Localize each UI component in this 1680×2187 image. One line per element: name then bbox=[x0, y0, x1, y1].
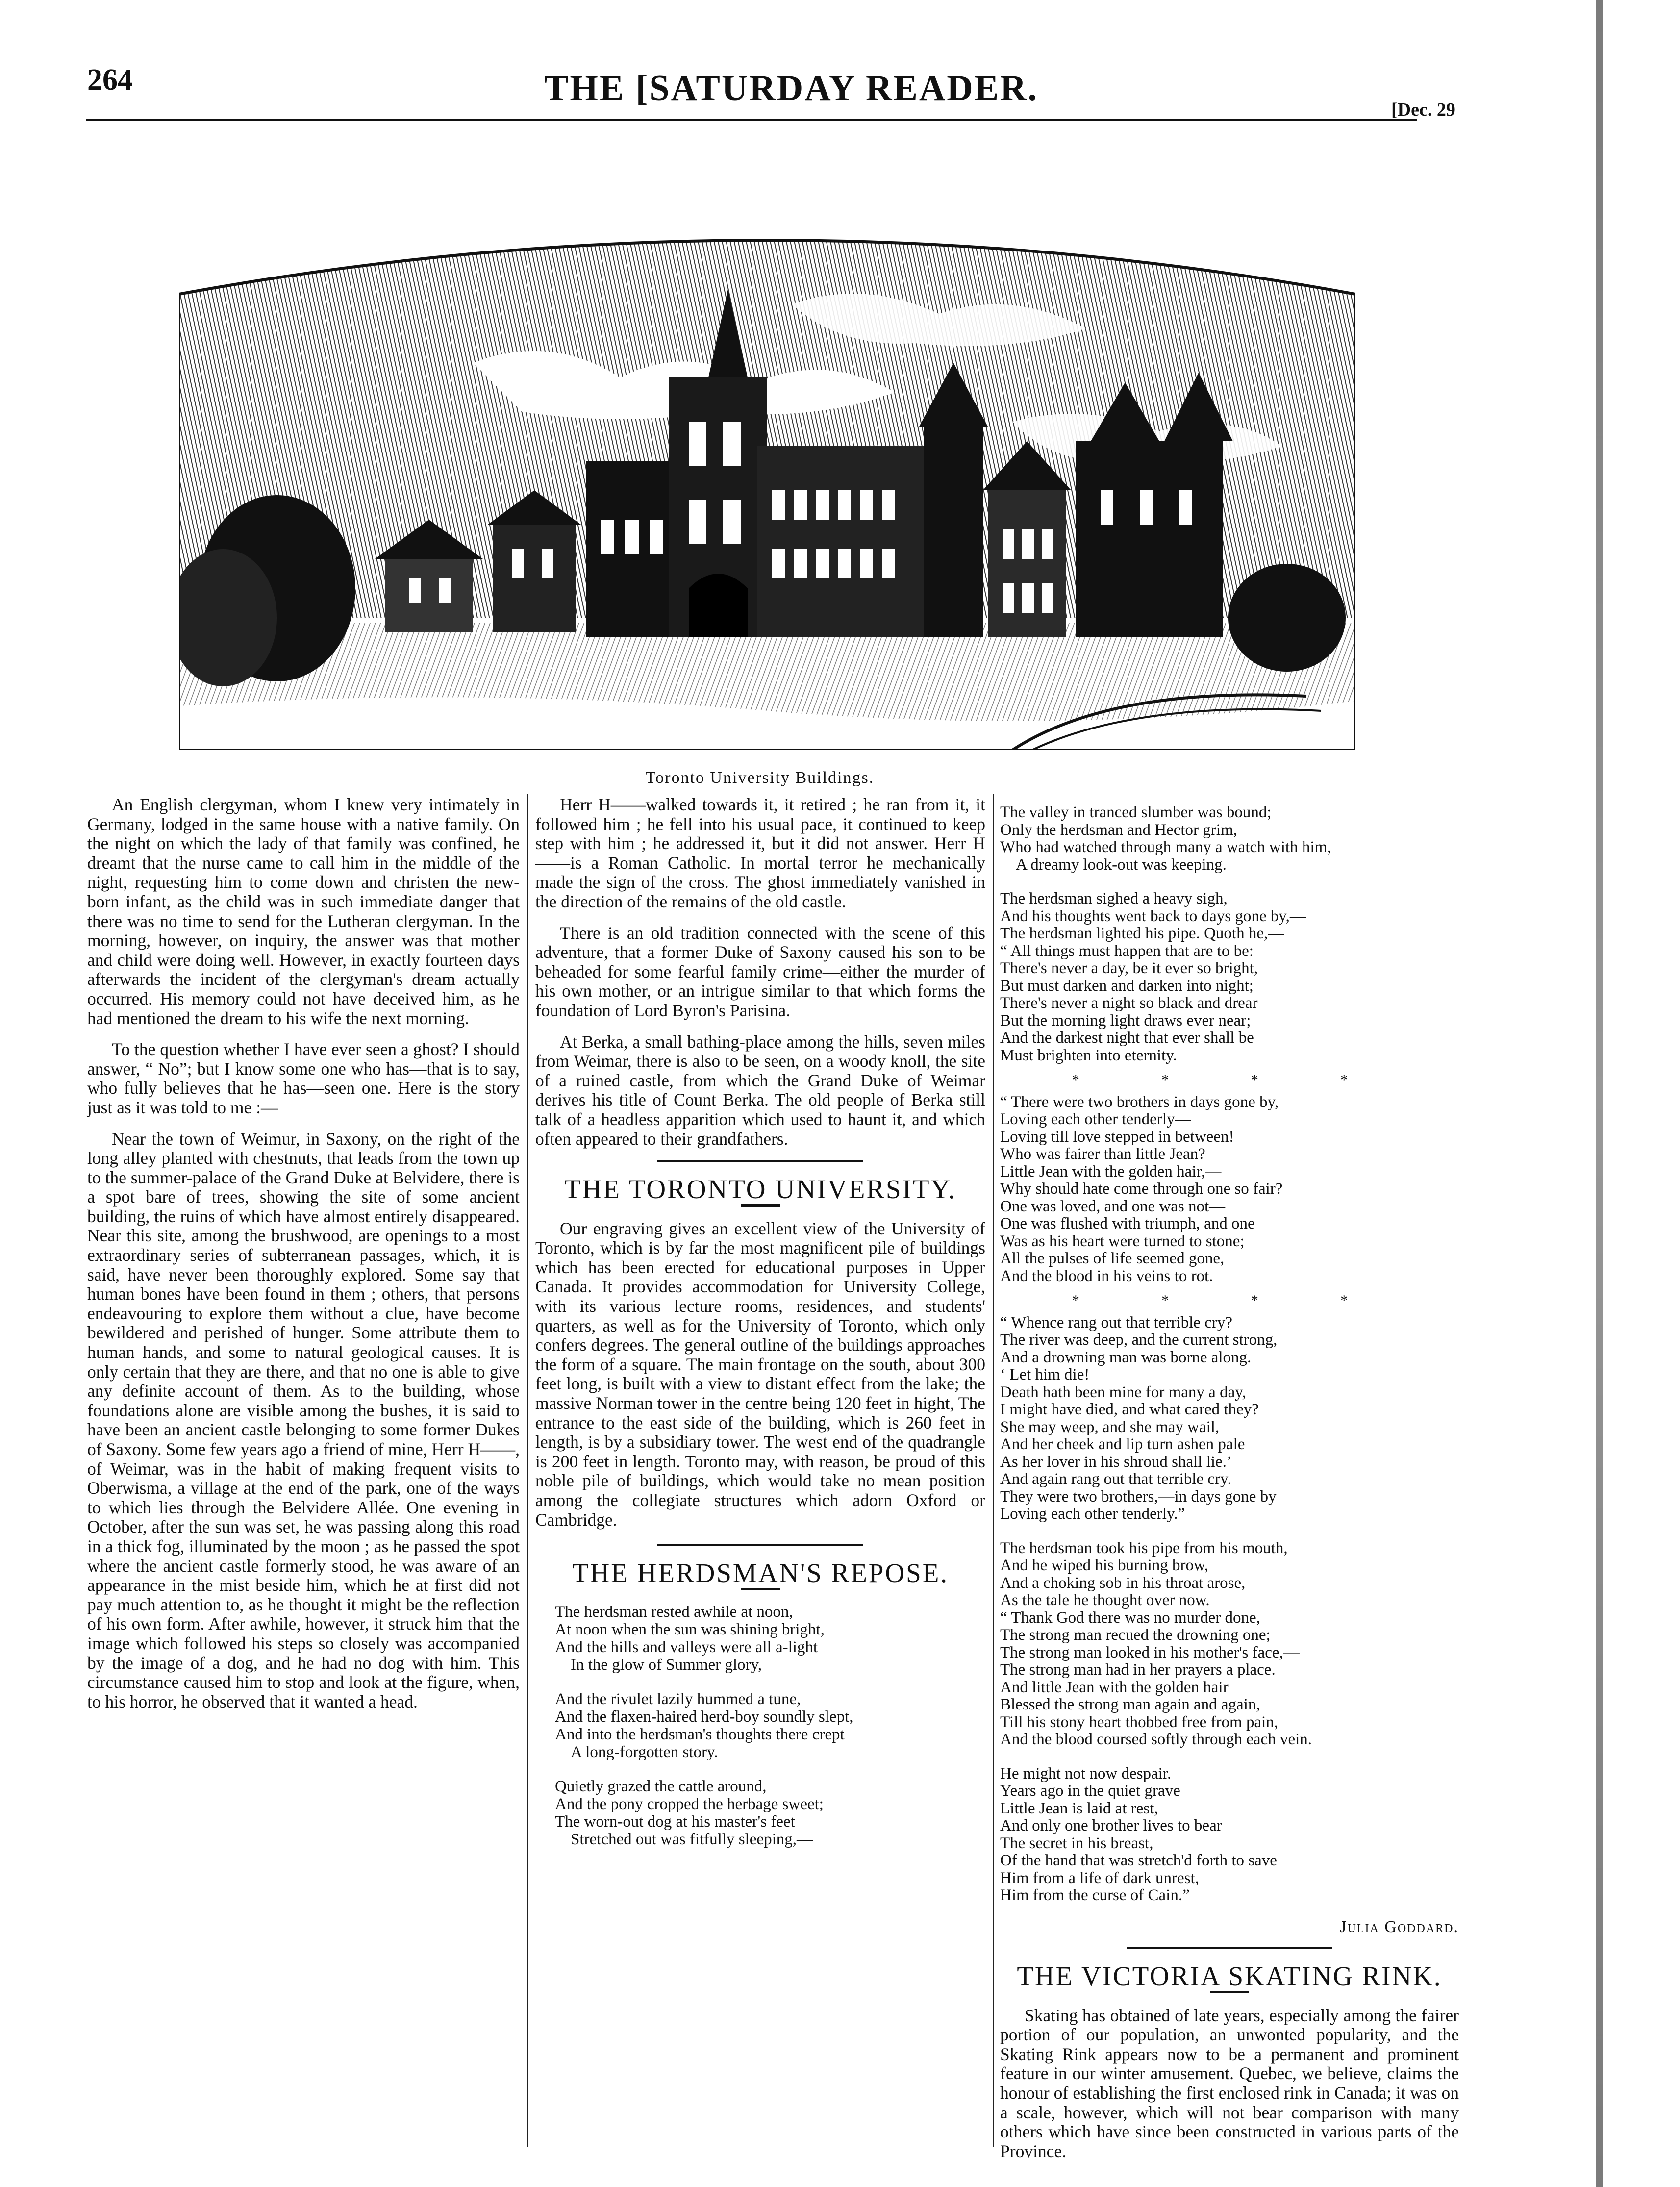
poem-line: The river was deep, and the current strong, bbox=[1000, 1331, 1278, 1349]
poem-line: Quietly grazed the cattle around, bbox=[555, 1777, 767, 1795]
section-rule bbox=[1127, 1947, 1332, 1949]
poem-line: And his thoughts went back to days gone by,— bbox=[1000, 907, 1306, 925]
poem-line: Him from the curse of Cain.” bbox=[1000, 1886, 1190, 1904]
article-paragraph: To the question whether I have ever seen a ghost? I should answer, “ No”; but I know some one who has—that is to say, who fully believes that he has—seen one. Here is the story just as it was told to me :— bbox=[87, 1039, 520, 1117]
engraving-illustration bbox=[179, 216, 1355, 750]
poem-line: The herdsman lighted his pipe. Quoth he,— bbox=[1000, 925, 1284, 942]
column-ghost-story bbox=[87, 795, 520, 1723]
poem-line: As the tale he thought over now. bbox=[1000, 1591, 1210, 1609]
poem-line: At noon when the sun was shining bright, bbox=[555, 1620, 825, 1638]
poem-stanza bbox=[1000, 804, 1459, 874]
herdsman-poem-continued bbox=[1000, 804, 1459, 1936]
poem-line: ‘ Let him die! bbox=[1000, 1366, 1090, 1383]
poem-line: Little Jean with the golden hair,— bbox=[1000, 1162, 1222, 1181]
title-rule bbox=[741, 1204, 780, 1207]
poem-line: A long-forgotten story. bbox=[571, 1743, 718, 1761]
poem-line: And he wiped his burning brow, bbox=[1000, 1557, 1208, 1574]
article-paragraph: An English clergyman, whom I knew very intimately in Germany, lodged in the same house with a native family. On the night on which the lady of that family was confined, he dreamt that the nurse came to call him in the middle of the night, requesting him to come down and christen the new-born infant, as the child was in such immediate danger that there was no time to send for the Lutheran clergyman. In the morning, however, on inquiry, the answer was that mother and child were doing well. However, in exactly fourteen days afterwards the incident of the clergyman's dream actually occurred. His memory could not have deceived him, as he had mentioned the dream to his wife the next morning. bbox=[87, 795, 520, 1028]
poem-line: Blessed the strong man again and again, bbox=[1000, 1696, 1260, 1713]
poem-line: And the blood in his veins to rot. bbox=[1000, 1267, 1213, 1285]
page-number: 264 bbox=[87, 63, 133, 97]
poem-line: Loving till love stepped in between! bbox=[1000, 1128, 1234, 1146]
poem-line: A dreamy look-out was keeping. bbox=[1016, 855, 1227, 874]
poem-line: Stretched out was fitfully sleeping,— bbox=[571, 1830, 813, 1848]
poem-line: Death hath been mine for many a day, bbox=[1000, 1383, 1246, 1401]
poem-line: They were two brothers,—in days gone by bbox=[1000, 1487, 1277, 1506]
poem-line: Him from a life of dark unrest, bbox=[1000, 1869, 1199, 1887]
poem-line: The herdsman took his pipe from his mouth, bbox=[1000, 1539, 1288, 1557]
column-divider bbox=[527, 794, 528, 2147]
poem-line: The valley in tranced slumber was bound; bbox=[1000, 804, 1272, 821]
poem-line: In the glow of Summer glory, bbox=[571, 1656, 762, 1674]
poem-stanza bbox=[555, 1690, 985, 1761]
poem-line: “ All things must happen that are to be: bbox=[1000, 942, 1254, 960]
poem-line: Till his stony heart thobbed free from pain, bbox=[1000, 1713, 1279, 1731]
title-rule bbox=[1210, 1991, 1249, 1993]
poem-line: And the darkest night that ever shall be bbox=[1000, 1029, 1254, 1047]
poem-line: And only one brother lives to bear bbox=[1000, 1817, 1222, 1835]
article-paragraph: Herr H——walked towards it, it retired ; he ran from it, it followed him ; he fell into his usual pace, it continued to keep step with him ; he addressed it, but it did not answer. Herr H——is a Roman Catholic. In mortal terror he mechanically made the sign of the cross. The ghost immediately vanished in the direction of the remains of the old castle. bbox=[535, 795, 985, 911]
column-middle bbox=[535, 795, 985, 1865]
page-edge-shadow bbox=[1596, 0, 1603, 2187]
poem-line: She may weep, and she may wail, bbox=[1000, 1418, 1220, 1436]
poem-line: He might not now despair. bbox=[1000, 1764, 1172, 1783]
article-paragraph: There is an old tradition connected with the scene of this adventure, that a former Duke of Saxony caused his son to be beheaded for some fearful family crime—either the murder of his own mother, or an intrigue similar to that which forms the foundation of Lord Byron's Parisina. bbox=[535, 923, 985, 1020]
poem-line: And her cheek and lip turn ashen pale bbox=[1000, 1435, 1245, 1453]
poem-line: The herdsman sighed a heavy sigh, bbox=[1000, 890, 1228, 907]
poem-line: All the pulses of life seemed gone, bbox=[1000, 1250, 1225, 1267]
poem-line: And a drowning man was borne along. bbox=[1000, 1348, 1252, 1366]
poem-line: One was flushed with triumph, and one bbox=[1000, 1215, 1255, 1232]
engraving-svg bbox=[179, 216, 1355, 750]
poem-line: Loving each other tenderly.” bbox=[1000, 1505, 1185, 1523]
poem-line: And again rang out that terrible cry. bbox=[1000, 1470, 1231, 1488]
poem-line: The worn-out dog at his master's feet bbox=[555, 1812, 795, 1831]
poem-line: “ Thank God there was no murder done, bbox=[1000, 1609, 1260, 1627]
poem-line: And the rivulet lazily hummed a tune, bbox=[555, 1690, 801, 1708]
poem-line: As her lover in his shroud shall lie.’ bbox=[1000, 1453, 1232, 1471]
page-header bbox=[0, 0, 1680, 123]
poem-line: Little Jean is laid at rest, bbox=[1000, 1799, 1158, 1817]
poem-line: Loving each other tenderly— bbox=[1000, 1110, 1191, 1128]
poem-line: Years ago in the quiet grave bbox=[1000, 1782, 1180, 1800]
poem-line: There's never a day, be it ever so bright, bbox=[1000, 959, 1258, 977]
toronto-university-title: THE TORONTO UNIVERSITY. bbox=[564, 1174, 956, 1205]
poem-line: The strong man had in her prayers a place. bbox=[1000, 1661, 1276, 1679]
asterism-divider: * * * * bbox=[1072, 1072, 1387, 1088]
poem-stanza bbox=[555, 1603, 985, 1674]
poem-line: And the pony cropped the herbage sweet; bbox=[555, 1795, 824, 1813]
section-rule bbox=[657, 1544, 863, 1546]
poem-line: And little Jean with the golden hair bbox=[1000, 1678, 1229, 1696]
skating-rink-paragraph: Skating has obtained of late years, especially among the fairer portion of our population, an unwonted popularity, and the Skating Rink appears now to be a permanent and prominent feature in our winter amusement. Quebec, we believe, claims the honour of establishing the first enclosed rink in Canada; it was on a scale, however, which will not bear comparison with many others which have since been constructed in various parts of the Province. bbox=[1000, 2005, 1459, 2161]
title-rule bbox=[741, 1588, 780, 1590]
poem-stanza bbox=[555, 1778, 985, 1848]
poem-stanza bbox=[1000, 890, 1459, 1064]
poem-line: Only the herdsman and Hector grim, bbox=[1000, 821, 1237, 839]
skating-rink-title: THE VICTORIA SKATING RINK. bbox=[1017, 1961, 1442, 1991]
header-rule bbox=[86, 119, 1417, 121]
engraving-caption: Toronto University Buildings. bbox=[645, 769, 875, 787]
poem-stanza bbox=[1000, 1314, 1459, 1523]
poem-line: There's never a night so black and drear bbox=[1000, 994, 1258, 1012]
toronto-university-paragraph: Our engraving gives an excellent view of the University of Toronto, which is by far the most magnificent pile of buildings which has been erected for educational purposes in Upper Canada. It provides accommodation for University College, with its various lecture rooms, residences, and students' quarters, as well as for the University of Toronto, which only confers degrees. The general outline of the buildings approaches the form of a square. The main frontage on the south, about 300 feet long, is built with a view to distant effect from the lake; the massive Norman tower in the centre being 120 feet in hight, The entrance to the east side of the building, which is 260 feet in length, is by a subsidiary tower. The west end of the quadrangle is 200 feet in length. Toronto may, with reason, be proud of this noble pile of buildings, which would take no mean position among the collegiate structures which adorn Oxford or Cambridge. bbox=[535, 1218, 985, 1530]
asterism-divider: * * * * bbox=[1072, 1292, 1387, 1308]
poem-line: Who had watched through many a watch with him, bbox=[1000, 838, 1331, 856]
section-rule bbox=[657, 1160, 863, 1162]
poem-line: I might have died, and what cared they? bbox=[1000, 1401, 1259, 1418]
poem-line: Must brighten into eternity. bbox=[1000, 1046, 1177, 1064]
poem-stanza bbox=[1000, 1540, 1459, 1749]
poem-line: And the flaxen-haired herd-boy soundly slept, bbox=[555, 1708, 853, 1726]
poem-line: And the hills and valleys were all a-light bbox=[555, 1638, 818, 1656]
article-paragraph: At Berka, a small bathing-place among the hills, seven miles from Weimar, there is also to be seen, on a woody knoll, the site of a ruined castle, from which the Grand Duke of Weimar derives his title of Count Berka. The old people of Berka still talk of a headless apparition which used to haunt it, and which often appeared to their grandfathers. bbox=[535, 1031, 985, 1149]
poem-line: And a choking sob in his throat arose, bbox=[1000, 1574, 1246, 1592]
poem-line: Was as his heart were turned to stone; bbox=[1000, 1232, 1245, 1250]
article-paragraph: Near the town of Weimur, in Saxony, on the right of the long alley planted with chestnuts, that leads from the town up to the summer-palace of the Grand Duke at Belvidere, there is a spot bare of trees, showing the site of some ancient building, the ruins of which have almost entirely disappeared. Near this site, among the brushwood, are openings to a most extraordinary series of subterranean passages, which, it is said, have never been thoroughly explored. Some say that human bones have been found in them ; others, that persons endeavouring to explore them without a clue, have become bewildered and perished of hunger. Some attribute them to human hands, and some to natural geological causes. It is only certain that they are there, and that no one is able to give any definite account of them. As to the building, whose foundations alone are visible among the bushes, it is said to have been an ancient castle belonging to some former Dukes of Saxony. Some few years ago a friend of mine, Herr H——, of Weimar, was in the habit of making frequent visits to Oberwisma, a village at the end of the park, one of the ways to which lies through the Belvidere Allée. One evening in October, after the sun was set, he was passing along this road in a thick fog, illuminated by the moon ; as he passed the spot where the ancient castle formerly stood, he was aware of an appearance in the mist beside him, which he at first did not pay much attention to, as he thought it might be the reflection of his own form. After awhile, however, it struck him that the image which followed his steps so closely was accompanied by the image of a dog, and he had no dog with him. This circumstance caused him to stop and look at the figure, when, to his horror, he observed that it wanted a head. bbox=[87, 1129, 520, 1711]
poem-signature: Julia Goddard. bbox=[1340, 1917, 1459, 1936]
poem-line: “ There were two brothers in days gone by, bbox=[1000, 1093, 1279, 1111]
herdsman-poem bbox=[535, 1603, 985, 1848]
poem-line: But the morning light draws ever near; bbox=[1000, 1011, 1251, 1030]
poem-stanza bbox=[1000, 1765, 1459, 1905]
poem-line: “ Whence rang out that terrible cry? bbox=[1000, 1313, 1232, 1332]
masthead: THE [SATURDAY READER. bbox=[544, 68, 1039, 108]
poem-line: Why should hate come through one so fair? bbox=[1000, 1180, 1283, 1198]
column-right bbox=[1000, 804, 1459, 2173]
herdsman-repose-title: THE HERDSMAN'S REPOSE. bbox=[572, 1558, 949, 1588]
poem-line: One was loved, and one was not— bbox=[1000, 1197, 1226, 1215]
poem-line: And into the herdsman's thoughts there crept bbox=[555, 1725, 845, 1743]
poem-line: The herdsman rested awhile at noon, bbox=[555, 1603, 793, 1621]
column-divider bbox=[993, 794, 994, 2147]
poem-line: Of the hand that was stretch'd forth to save bbox=[1000, 1852, 1277, 1869]
poem-stanza bbox=[1000, 1094, 1459, 1285]
poem-line: The secret in his breast, bbox=[1000, 1834, 1153, 1852]
poem-line: The strong man looked in his mother's face,— bbox=[1000, 1643, 1300, 1661]
poem-line: But must darken and darken into night; bbox=[1000, 977, 1254, 995]
poem-line: Who was fairer than little Jean? bbox=[1000, 1145, 1205, 1163]
poem-line: The strong man recued the drowning one; bbox=[1000, 1626, 1271, 1644]
issue-date: [Dec. 29 bbox=[1391, 100, 1455, 120]
poem-line: And the blood coursed softly through each vein. bbox=[1000, 1731, 1312, 1748]
